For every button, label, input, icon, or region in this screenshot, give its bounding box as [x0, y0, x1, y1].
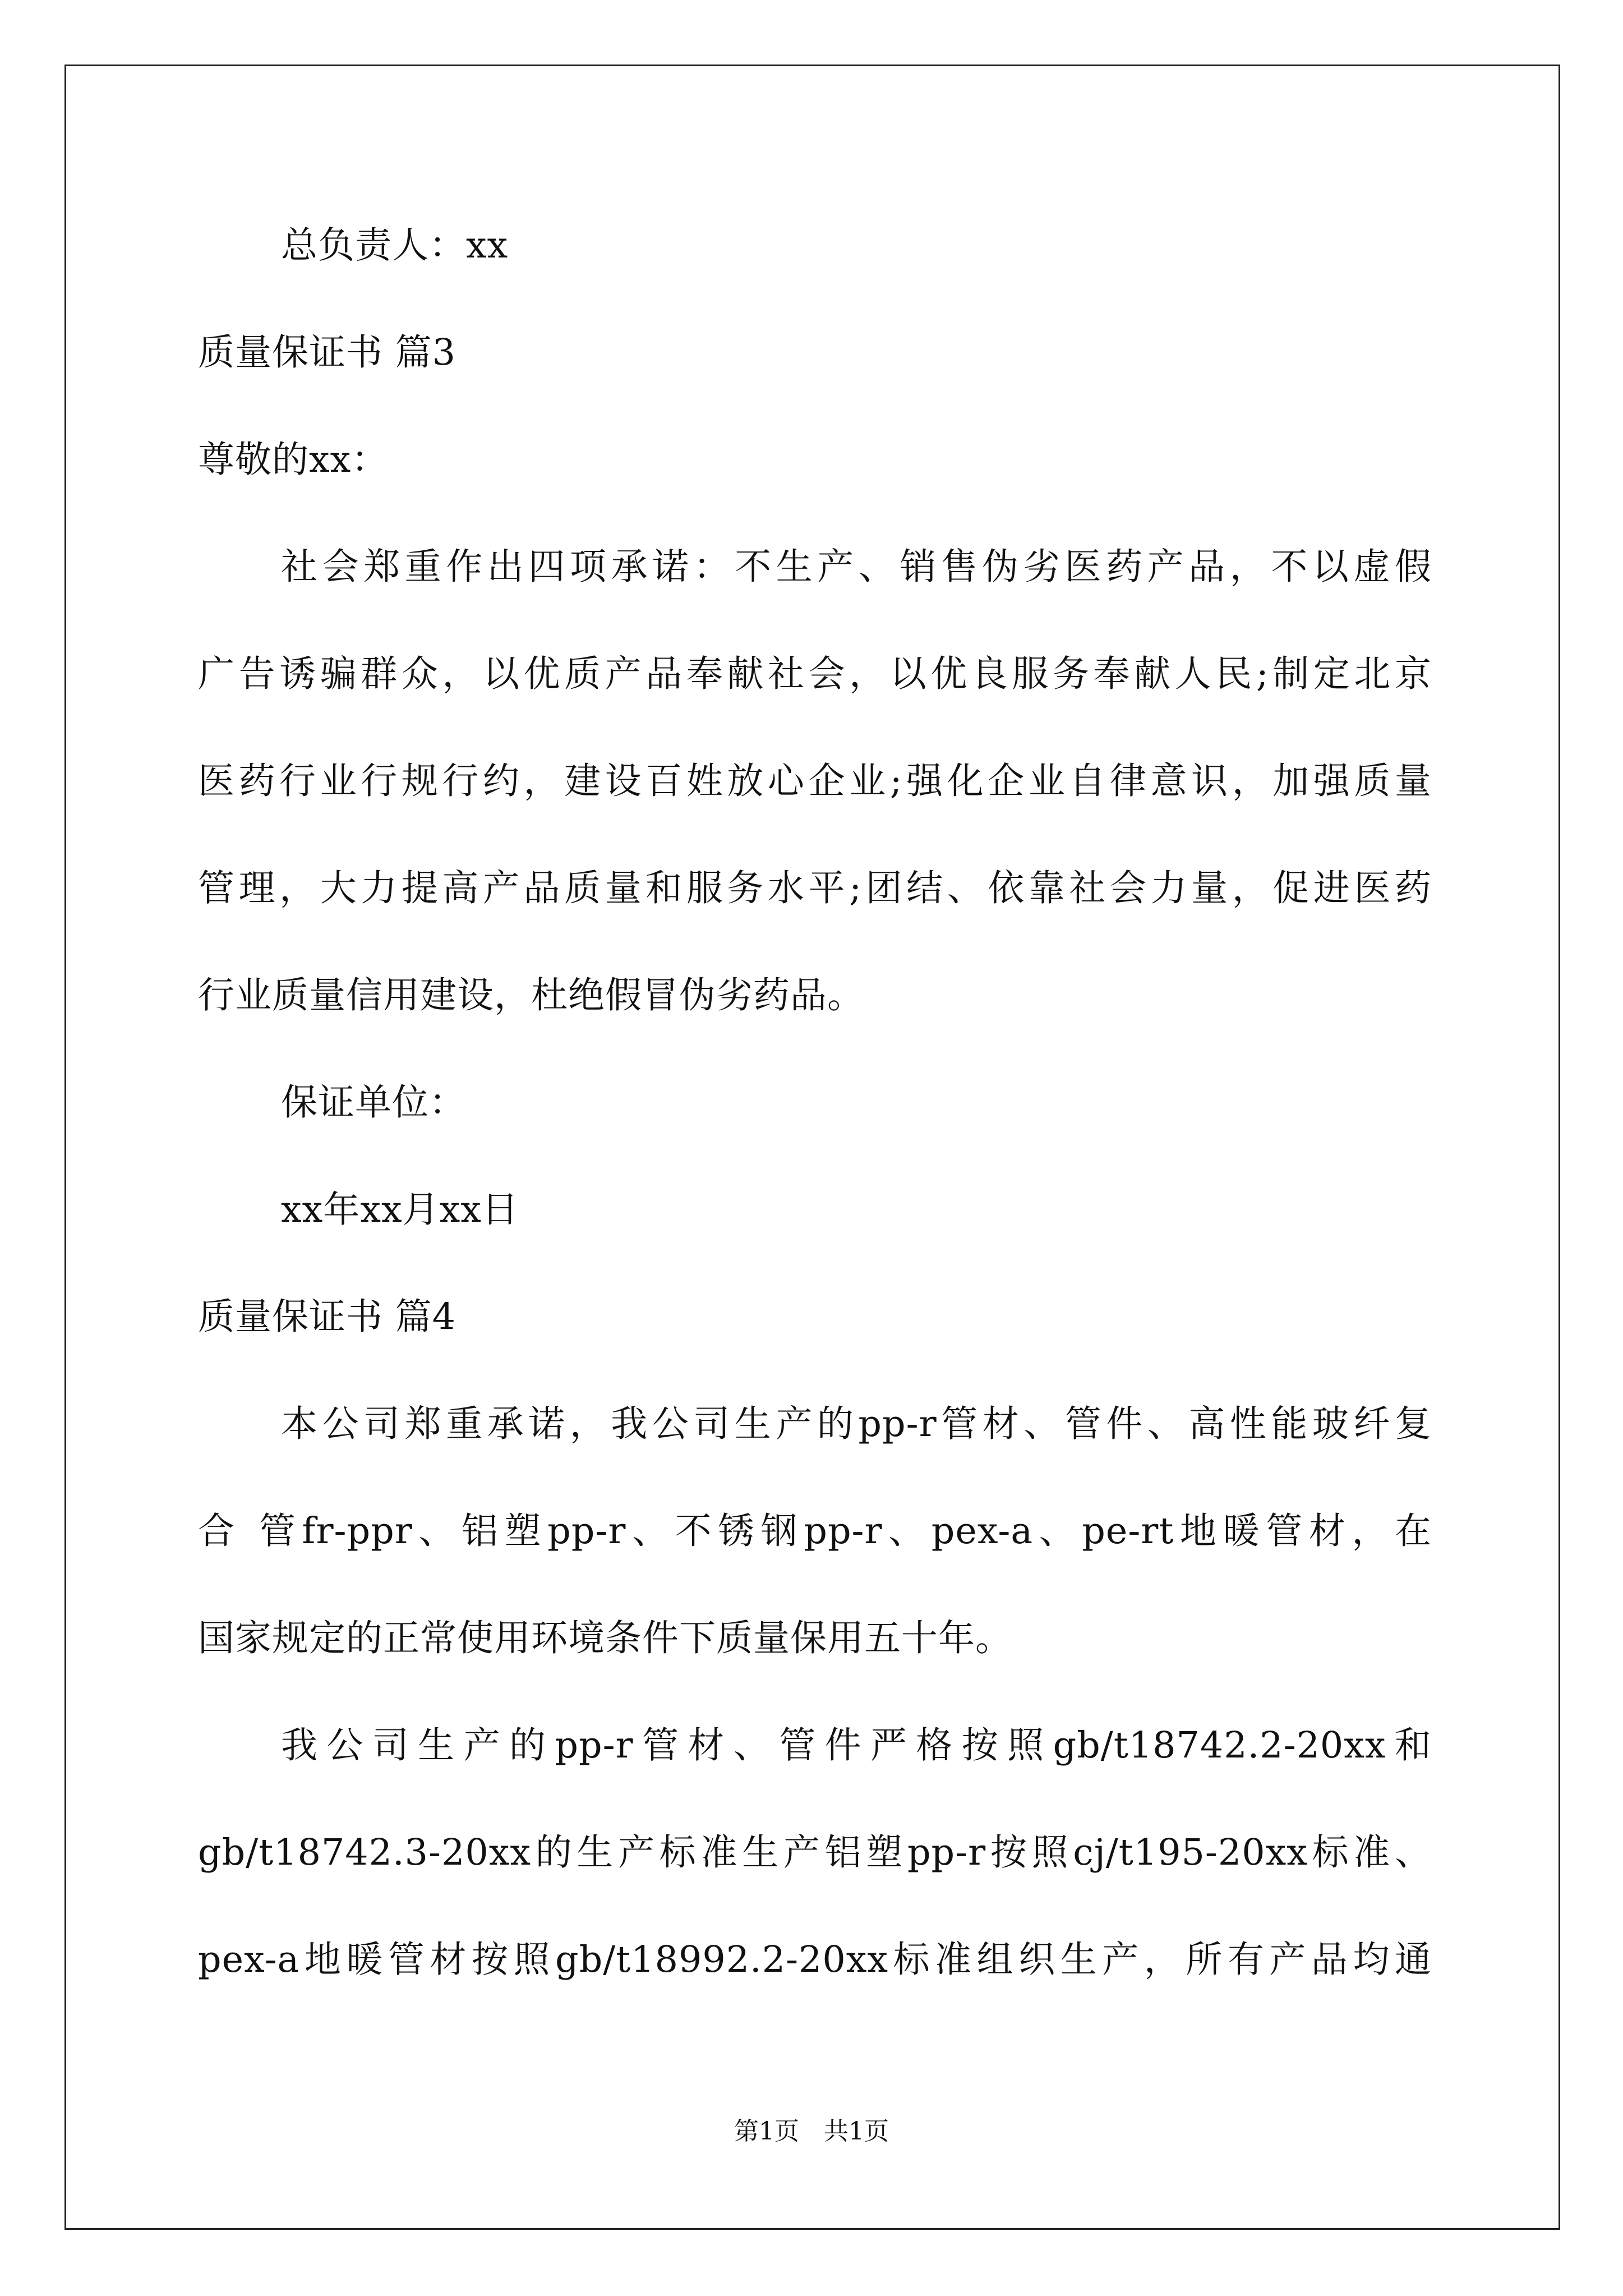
paragraph-line: 社会郑重作出四项承诺：不生产、销售伪劣医药产品，不以虚假 [281, 546, 1432, 588]
salutation: 尊敬的xx： [198, 439, 389, 481]
paragraph-line: pex-a地暖管材按照gb/t18992.2-20xx标准组织生产，所有产品均通 [198, 1939, 1432, 1981]
guarantor-label: 保证单位： [281, 1082, 467, 1124]
paragraph-line: 行业质量信用建设，杜绝假冒伪劣药品。 [198, 974, 865, 1016]
paragraph-line: 我公司生产的pp-r管材、管件严格按照gb/t18742.2-20xx和 [281, 1724, 1432, 1766]
section-heading-4: 质量保证书 篇4 [198, 1296, 457, 1338]
paragraph-line: 管理，大力提高产品质量和服务水平;团结、依靠社会力量，促进医药 [198, 867, 1432, 909]
page-number: 第1页 共1页 [734, 2117, 889, 2146]
date-line: xx年xx月xx日 [281, 1189, 519, 1231]
section-heading-3: 质量保证书 篇3 [198, 332, 457, 374]
document-body [198, 219, 1432, 2040]
paragraph-line: 广告诱骗群众，以优质产品奉献社会，以优良服务奉献人民;制定北京 [198, 653, 1432, 695]
paragraph-line: 本公司郑重承诺，我公司生产的pp-r管材、管件、高性能玻纤复 [281, 1403, 1432, 1445]
paragraph-line: 合 管fr-ppr、铝塑pp-r、不锈钢pp-r、pex-a、pe-rt地暖管材，在 [198, 1510, 1432, 1552]
paragraph-line: 医药行业行规行约，建设百姓放心企业;强化企业自律意识，加强质量 [198, 760, 1432, 802]
paragraph-line: 国家规定的正常使用环境条件下质量保用五十年。 [198, 1617, 1013, 1659]
paragraph-line: gb/t18742.3-20xx的生产标准生产铝塑pp-r按照cj/t195-20xx标准、 [198, 1832, 1432, 1874]
signatory-line: 总负责人：xx [281, 224, 509, 266]
